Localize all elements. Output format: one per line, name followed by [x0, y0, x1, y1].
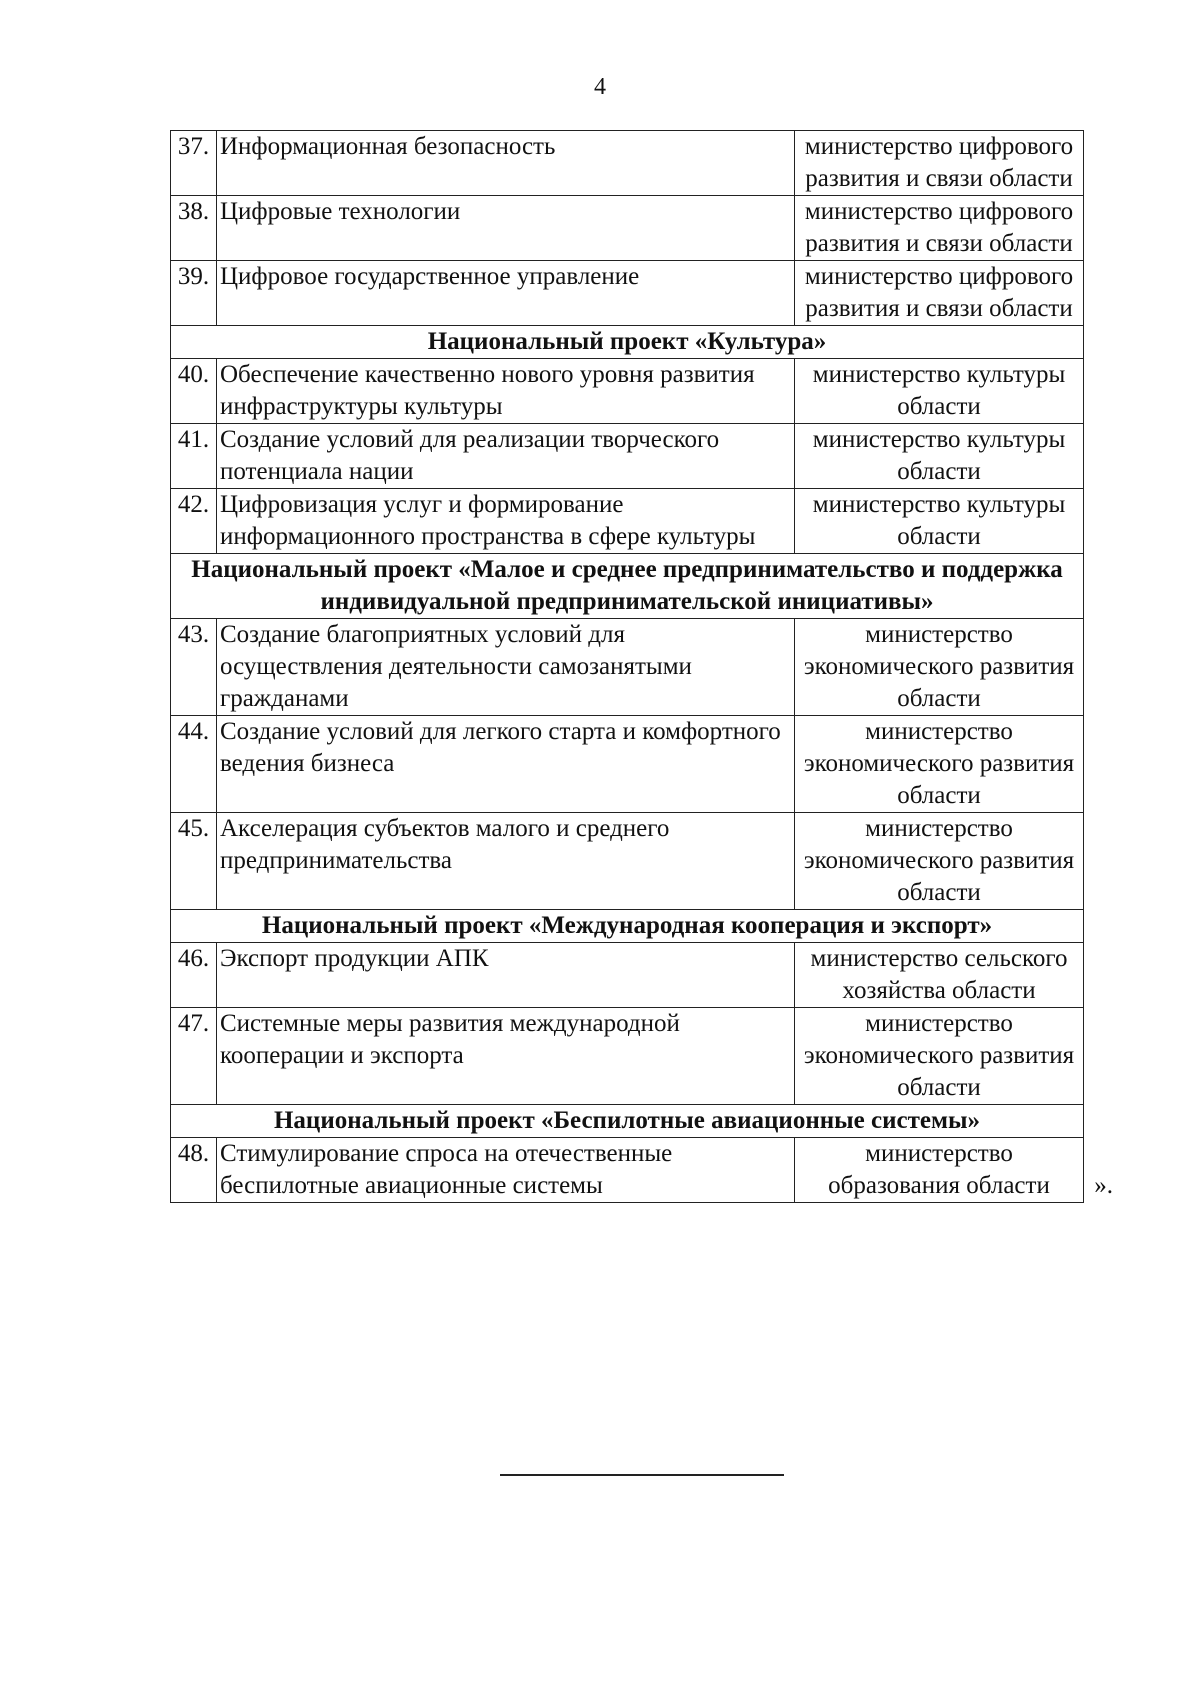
project-name: Обеспечение качественно нового уровня развития инфраструктуры культуры	[217, 359, 795, 424]
project-name: Информационная безопасность	[217, 131, 795, 196]
table-row	[171, 489, 1084, 554]
responsible-body: министерство цифрового развития и связи области	[795, 196, 1084, 261]
table-row	[171, 813, 1084, 910]
project-name: Стимулирование спроса на отечественные беспилотные авиационные системы	[217, 1138, 795, 1203]
responsible-body: министерство экономического развития области	[795, 716, 1084, 813]
responsible-body	[795, 1138, 1113, 1203]
table-row	[171, 619, 1084, 716]
row-number: 38.	[171, 196, 217, 261]
responsible-body: министерство экономического развития области	[795, 1008, 1084, 1105]
responsible-body-text: министерство образования области	[828, 1140, 1050, 1199]
responsible-body: министерство цифрового развития и связи области	[795, 131, 1084, 196]
responsible-body: министерство культуры области	[795, 489, 1084, 554]
responsible-body: министерство экономического развития области	[795, 619, 1084, 716]
table-row	[171, 1008, 1084, 1105]
row-number: 47.	[171, 1008, 217, 1105]
responsible-body: министерство цифрового развития и связи области	[795, 261, 1084, 326]
project-name: Создание благоприятных условий для осуществления деятельности самозанятыми гражданами	[217, 619, 795, 716]
table-row	[171, 716, 1084, 813]
table-row	[171, 131, 1084, 196]
row-number: 48.	[171, 1138, 217, 1203]
table-row	[171, 261, 1084, 326]
project-name: Цифровые технологии	[217, 196, 795, 261]
row-number: 43.	[171, 619, 217, 716]
row-number: 39.	[171, 261, 217, 326]
section-heading: Национальный проект «Культура»	[171, 326, 1084, 359]
responsible-body: министерство культуры области	[795, 424, 1084, 489]
row-number: 45.	[171, 813, 217, 910]
project-name: Цифровое государственное управление	[217, 261, 795, 326]
page-number: 4	[594, 74, 606, 100]
project-name: Создание условий для реализации творческого потенциала нации	[217, 424, 795, 489]
section-heading: Национальный проект «Беспилотные авиационные системы»	[171, 1105, 1084, 1138]
responsible-body: министерство сельского хозяйства области	[795, 943, 1084, 1008]
table-row	[171, 1138, 1084, 1203]
project-name: Системные меры развития международной кооперации и экспорта	[217, 1008, 795, 1105]
row-number: 40.	[171, 359, 217, 424]
section-row	[171, 1105, 1084, 1138]
row-number: 46.	[171, 943, 217, 1008]
closing-quote: ».	[1094, 1172, 1113, 1199]
project-name: Акселерация субъектов малого и среднего предпринимательства	[217, 813, 795, 910]
projects-table	[170, 130, 1113, 1203]
project-name: Цифровизация услуг и формирование информационного пространства в сфере культуры	[217, 489, 795, 554]
responsible-body: министерство экономического развития области	[795, 813, 1084, 910]
row-number: 41.	[171, 424, 217, 489]
section-row	[171, 910, 1084, 943]
project-name: Создание условий для легкого старта и комфортного ведения бизнеса	[217, 716, 795, 813]
table-row	[171, 359, 1084, 424]
project-name: Экспорт продукции АПК	[217, 943, 795, 1008]
section-heading: Национальный проект «Международная кооперация и экспорт»	[171, 910, 1084, 943]
section-row	[171, 554, 1084, 619]
table-row	[171, 424, 1084, 489]
table-row	[171, 943, 1084, 1008]
row-number: 44.	[171, 716, 217, 813]
section-row	[171, 326, 1084, 359]
table-row	[171, 196, 1084, 261]
responsible-body: министерство культуры области	[795, 359, 1084, 424]
row-number: 42.	[171, 489, 217, 554]
end-of-document-line	[500, 1474, 784, 1476]
section-heading: Национальный проект «Малое и среднее предпринимательство и поддержка индивидуальной предпринимательской инициативы»	[171, 554, 1084, 619]
row-number: 37.	[171, 131, 217, 196]
